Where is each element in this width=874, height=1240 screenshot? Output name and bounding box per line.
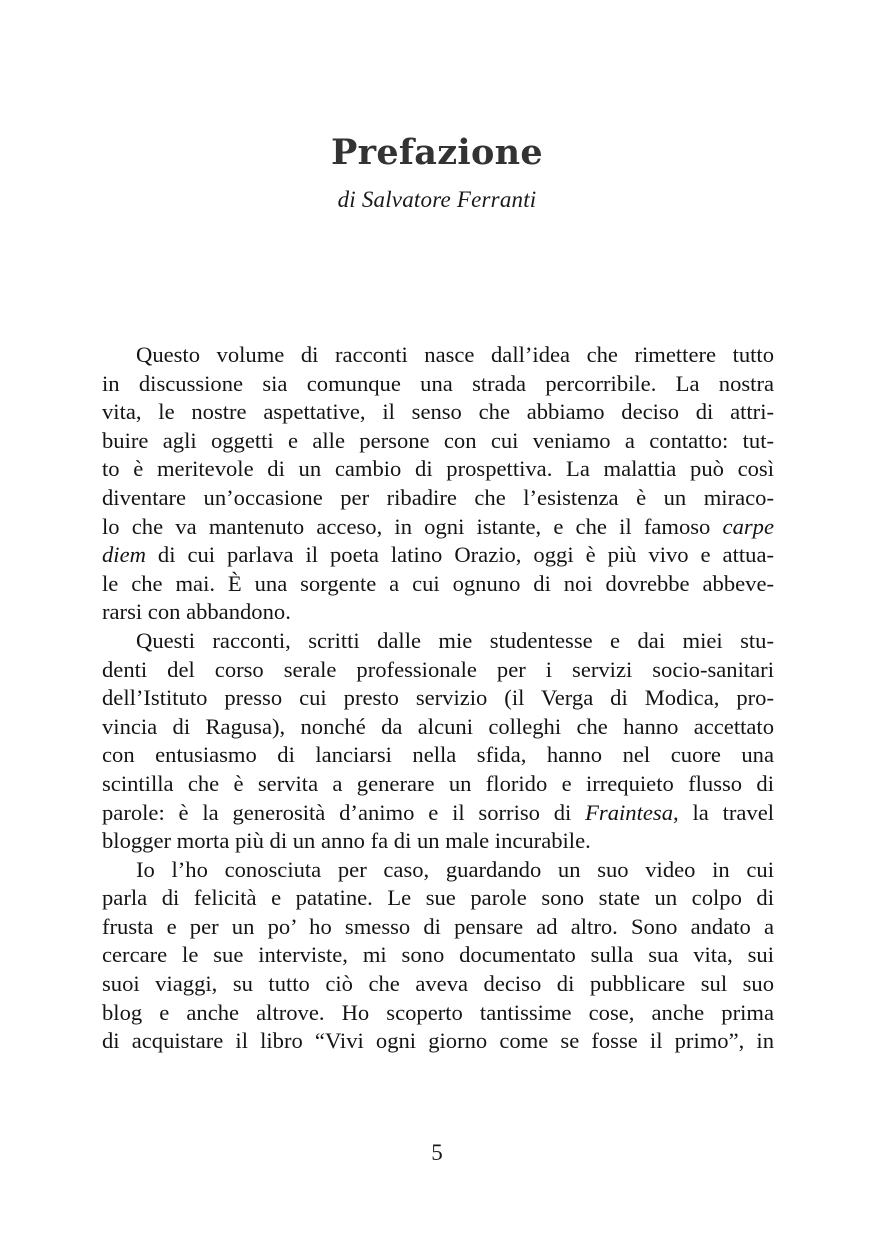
text-line: Questo volume di racconti nasce dall’idea che rimettere tutto bbox=[136, 342, 774, 367]
text-line: di acquistare il libro “Vivi ogni giorno come se fosse il primo”, in bbox=[102, 1028, 774, 1054]
text-line: cercare le sue interviste, mi sono documentato sulla sua vita, sui bbox=[102, 942, 774, 968]
text-line: le che mai. È una sorgente a cui ognuno di noi dovrebbe abbeve- bbox=[102, 570, 774, 596]
text-line: vincia di Ragusa), nonché da alcuni colleghi che hanno accettato bbox=[102, 713, 774, 739]
text-line: Io l’ho conosciuta per caso, guardando un suo video in cui bbox=[136, 856, 774, 882]
text-line: suoi viaggi, su tutto ciò che aveva deciso di pubblicare sul suo bbox=[102, 971, 774, 997]
text-run: parole: è la generosità d’animo e il sorriso di bbox=[102, 799, 586, 825]
page-number: 5 bbox=[431, 1140, 443, 1165]
text-line: in discussione sia comunque una strada percorribile. La nostra bbox=[102, 370, 774, 396]
text-run: , la travel bbox=[673, 799, 774, 825]
paragraph-2 bbox=[102, 627, 774, 856]
text-line: con entusiasmo di lanciarsi nella sfida, hanno nel cuore una bbox=[102, 742, 774, 768]
text-line: blogger morta più di un anno fa di un male incurabile. bbox=[102, 828, 591, 854]
text-run: di cui parlava il poeta latino Orazio, oggi è più vivo e attua- bbox=[145, 542, 774, 568]
italic-phrase: diem bbox=[102, 542, 146, 568]
chapter-author: di Salvatore Ferranti bbox=[337, 187, 537, 212]
paragraph-1 bbox=[102, 341, 774, 627]
chapter-title: Prefazione bbox=[331, 132, 543, 173]
text-line: diventare un’occasione per ribadire che l’esistenza è un miraco- bbox=[102, 484, 774, 510]
text-line bbox=[102, 541, 774, 570]
text-line: vita, le nostre aspettative, il senso che abbiamo deciso di attri- bbox=[102, 399, 774, 425]
text-line: Questi racconti, scritti dalle mie studentesse e dai miei stu- bbox=[136, 627, 774, 653]
italic-phrase: carpe bbox=[722, 513, 774, 539]
body-text bbox=[102, 341, 774, 1056]
text-run: lo che va mantenuto acceso, in ogni istante, e che il famoso bbox=[102, 513, 723, 539]
text-line: blog e anche altrove. Ho scoperto tantissime cose, anche prima bbox=[102, 999, 774, 1025]
text-line: denti del corso serale professionale per i servizi socio-sanitari bbox=[102, 656, 774, 682]
text-line: dell’Istituto presso cui presto servizio (il Verga di Modica, pro- bbox=[102, 685, 774, 711]
text-line: parla di felicità e patatine. Le sue parole sono state un colpo di bbox=[102, 885, 774, 911]
text-line: to è meritevole di un cambio di prospettiva. La malattia può così bbox=[102, 456, 774, 482]
italic-phrase: Fraintesa bbox=[585, 799, 673, 825]
text-line bbox=[102, 799, 774, 828]
text-line: rarsi con abbandono. bbox=[102, 599, 291, 625]
paragraph-3 bbox=[102, 856, 774, 1056]
text-line: scintilla che è servita a generare un florido e irrequieto flusso di bbox=[102, 770, 774, 796]
text-line bbox=[102, 513, 774, 542]
text-line: buire agli oggetti e alle persone con cui veniamo a contatto: tut- bbox=[102, 427, 774, 453]
text-line: frusta e per un po’ ho smesso di pensare ad altro. Sono andato a bbox=[102, 913, 774, 939]
